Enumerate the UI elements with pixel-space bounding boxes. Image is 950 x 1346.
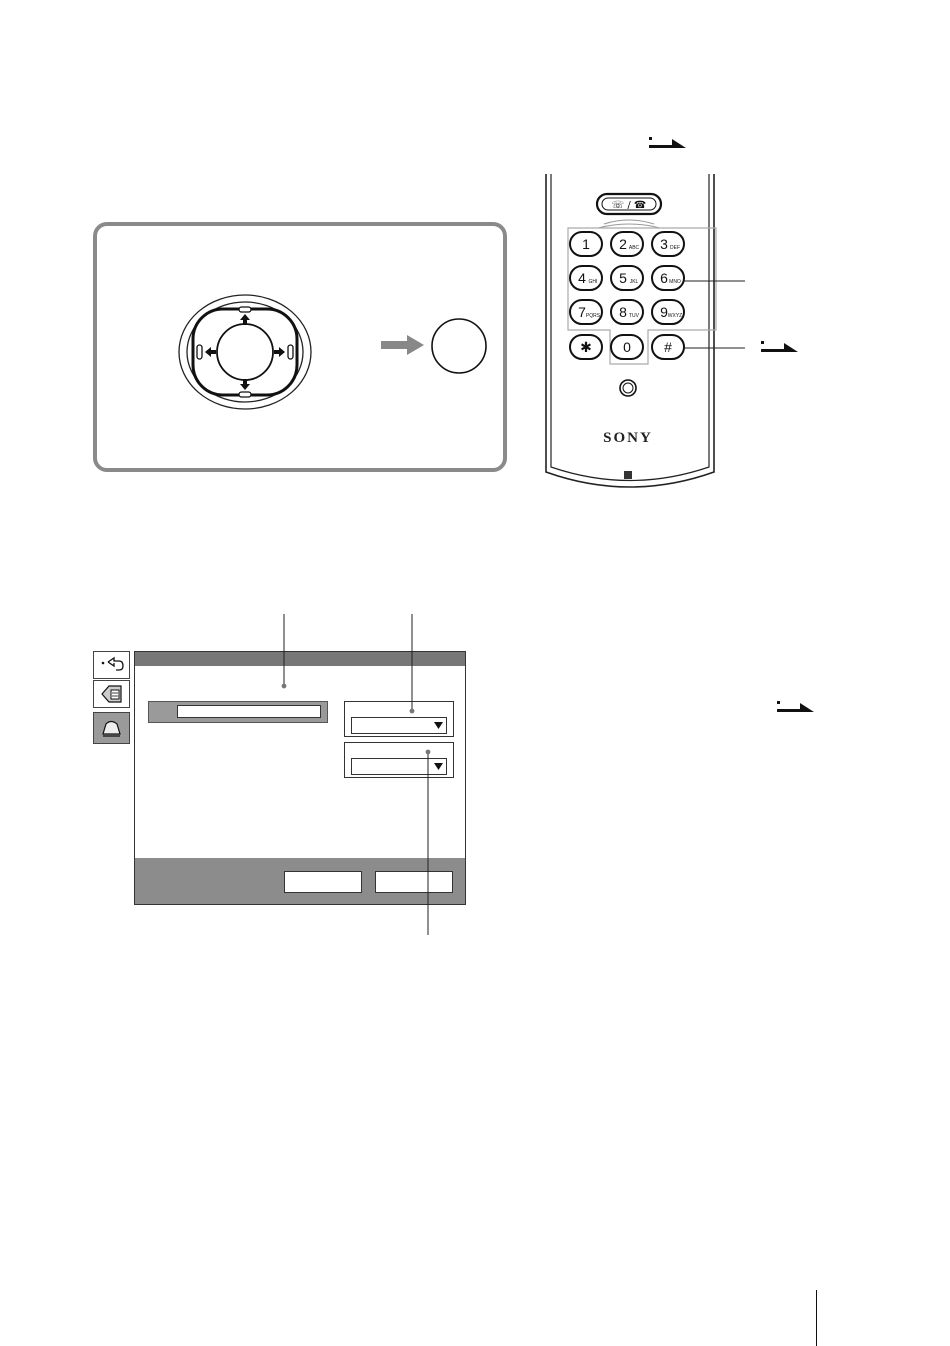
keypad-key-letters: PQRS	[585, 313, 601, 319]
keypad-key-label: 3	[660, 236, 668, 252]
keypad-key-label: 6	[660, 270, 668, 286]
keypad-key-letters: TUV	[629, 313, 639, 319]
keypad-key-label: 1	[582, 236, 590, 252]
svg-text:☏ / ☎: ☏ / ☎	[611, 200, 647, 211]
keypad-key-label: 7	[578, 304, 586, 320]
remote-brand-logo: SONY	[603, 430, 653, 446]
keypad-key-label: #	[664, 339, 672, 355]
keypad-key-label: 2	[619, 236, 627, 252]
keypad-key-letters: MNO	[669, 279, 681, 285]
keypad-key-label: 5	[619, 270, 627, 286]
keypad-key-label: 0	[623, 339, 631, 355]
keypad-key-label: 8	[619, 304, 627, 320]
keypad-key-letters: DEF	[670, 245, 680, 251]
keypad-key-letters: ABC	[628, 245, 640, 251]
keypad-key-label: 9	[660, 304, 668, 320]
keypad-key-letters: JKL	[629, 279, 639, 285]
keypad-key-label: ✱	[580, 339, 592, 355]
keypad-key-label: 4	[578, 270, 586, 286]
page-margin-rule	[816, 1290, 817, 1346]
keypad-key-letters: WXYZ	[667, 313, 683, 319]
keypad-key-letters: GHI	[588, 279, 598, 285]
